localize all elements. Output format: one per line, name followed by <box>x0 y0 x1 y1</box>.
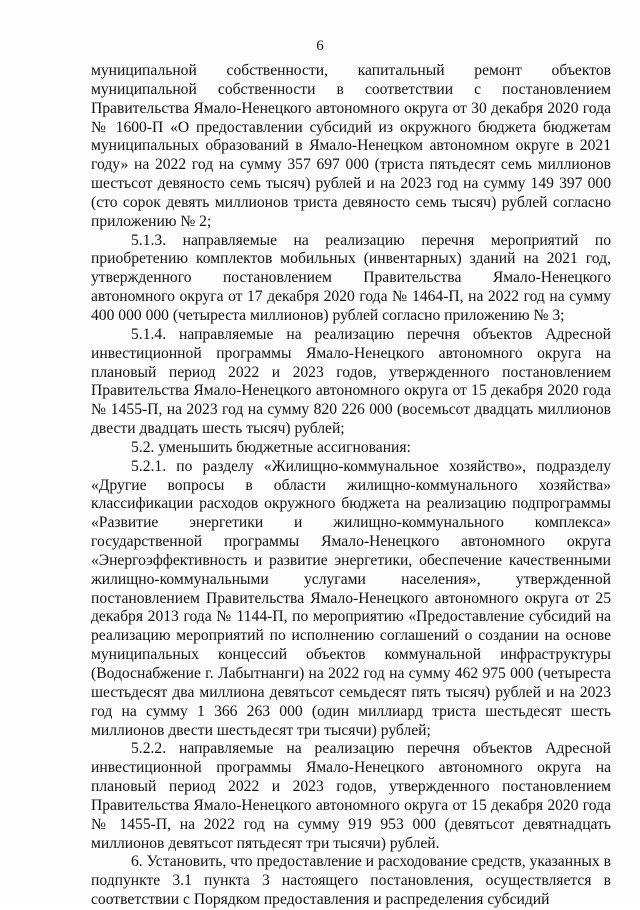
page-number: 6 <box>316 38 324 54</box>
paragraph-continuation: муниципальной собственности, капитальный ремонт объектов муниципальной собственности в соответствии с постановлением Правительства Ямало-Ненецкого автономного округа от 30 декабря 2020 года № 1600-П «О предоставлении субсидий из окружного бюджета бюджетам муниципальных образований в Ямало-Ненецком автономном округе в 2021 году» на 2022 год на сумму 357 697 000 (триста пятьдесят семь миллионов шестьсот девяносто семь тысяч) рублей и на 2023 год на сумму 149 397 000 (сто сорок девять миллионов триста девяносто семь тысяч) рублей согласно приложению № 2; <box>91 62 611 230</box>
document-body <box>91 62 611 910</box>
paragraph-5-1-3: 5.1.3. направляемые на реализацию перечня мероприятий по приобретению комплектов мобильных (инвентарных) зданий на 2021 год, утвержденного постановлением Правительства Ямало-Ненецкого автономного округа от 17 декабря 2020 года № 1464-П, на 2022 год на сумму 400 000 000 (четыреста миллионов) рублей согласно приложению № 3; <box>91 231 611 324</box>
paragraph-5-1-4: 5.1.4. направляемые на реализацию перечня объектов Адресной инвестиционной программы Ямало-Ненецкого автономного округа на плановый период 2022 и 2023 годов, утвержденного постановлением Правительства Ямало-Ненецкого автономного округа от 15 декабря 2020 года № 1455-П, на 2023 год на сумму 820 226 000 (восемьсот двадцать миллионов двести двадцать шесть тысяч) рублей; <box>91 325 611 438</box>
paragraph-5-2: 5.2. уменьшить бюджетные ассигнования: <box>131 438 411 456</box>
paragraph-5-2-1: 5.2.1. по разделу «Жилищно-коммунальное хозяйство», подразделу «Другие вопросы в области жилищно-коммунального хозяйства» классификации расходов окружного бюджета на реализацию подпрограммы «Развитие энергетики и жилищно-коммунального комплекса» государственной программы Ямало-Ненецкого автономного округа «Энергоэффективность и развитие энергетики, обеспечение качественными жилищно-коммунальными услугами населения», утвержденной постановлением Правительства Ямало-Ненецкого автономного округа от 25 декабря 2013 года № 1144-П, по мероприятию «Предоставление субсидий на реализацию мероприятий по исполнению соглашений о создании на основе муниципальных концессий объектов коммунальной инфраструктуры (Водоснабжение г. Лабытнанги) на 2022 год на сумму 462 975 000 (четыреста шестьдесят два миллиона девятьсот семьдесят пять тысяч) рублей и на 2023 год на сумму 1 366 263 000 (один миллиард триста шестьдесят шесть миллионов двести шестьдесят три тысячи) рублей; <box>91 457 611 739</box>
paragraph-6: 6. Установить, что предоставление и расходование средств, указанных в подпункте 3.1 пункта 3 настоящего постановления, осуществляется в соответствии с Порядком предоставления и распределения субсидий <box>91 853 611 909</box>
paragraph-5-2-2: 5.2.2. направляемые на реализацию перечня объектов Адресной инвестиционной программы Ямало-Ненецкого автономного округа на плановый период 2022 и 2023 годов, утвержденного постановлением Правительства Ямало-Ненецкого автономного округа от 15 декабря 2020 года № 1455-П, на 2022 год на сумму 919 953 000 (девятьсот девятнадцать миллионов девятьсот пятьдесят три тысячи) рублей. <box>91 740 611 852</box>
